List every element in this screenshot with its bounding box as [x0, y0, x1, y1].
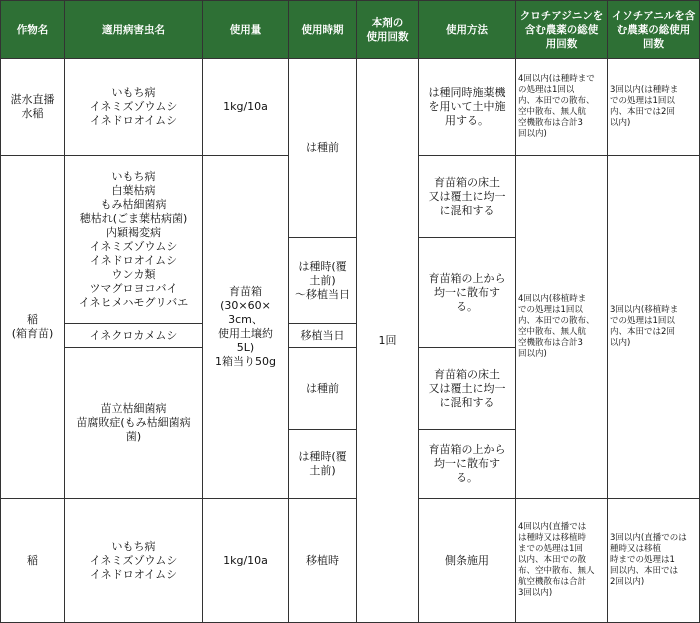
timing-cell: は種時(覆 土前): [289, 430, 357, 499]
isotianil-cell: 3回以内(移植時ま での処理は1回以 内、本田では2回 以内): [608, 156, 700, 499]
timing-cell: は種前: [289, 59, 357, 238]
count-cell: 1回: [357, 59, 419, 623]
timing-cell: 移植時: [289, 499, 357, 623]
pest-cell: いもち病 イネミズゾウムシ イネドロオイムシ: [65, 499, 203, 623]
isotianil-cell: 3回以内(は種時ま での処理は1回以 内、本田では2回 以内): [608, 59, 700, 156]
header-clothianidin: クロチアジニンを 含む農薬の総使 用回数: [516, 1, 608, 59]
clothianidin-cell: 4回以内(直播では は種時又は移植時 までの処理は1回 以内、本田での散 布、空中散布、無人 航空機散布は合計 3回以内): [516, 499, 608, 623]
crop-cell: 湛水直播 水稲: [1, 59, 65, 156]
header-isotianil: イソチアニルを含 む農薬の総使用 回数: [608, 1, 700, 59]
amount-cell: 1kg/10a: [203, 59, 289, 156]
table-row: [1, 499, 700, 623]
timing-cell: は種前: [289, 348, 357, 430]
header-row: [1, 1, 700, 59]
pest-cell: いもち病 白葉枯病 もみ枯細菌病 穂枯れ(ごま葉枯病菌) 内穎褐変病 イネミズゾウムシ イネドロオイムシ ウンカ類 ツマグロヨコバイ イネヒメハモグリバエ: [65, 156, 203, 324]
header-amount: 使用量: [203, 1, 289, 59]
table-row: [1, 59, 700, 156]
isotianil-cell: 3回以内(直播でのは 種時又は移植 時までの処理は1 回以内、本田では 2回以内): [608, 499, 700, 623]
amount-cell: 1kg/10a: [203, 499, 289, 623]
method-cell: 育苗箱の上から 均一に散布す る。: [419, 430, 516, 499]
method-cell: 育苗箱の床土 又は覆土に均一 に混和する: [419, 156, 516, 238]
header-crop: 作物名: [1, 1, 65, 59]
clothianidin-cell: 4回以内(は種時まで の処理は1回以 内、本田での散布、 空中散布、無人航 空機散布は合計3 回以内): [516, 59, 608, 156]
pest-cell: 苗立枯細菌病 苗腐敗症(もみ枯細菌病 菌): [65, 348, 203, 499]
crop-cell: 稲: [1, 499, 65, 623]
pest-cell: イネクロカメムシ: [65, 324, 203, 348]
timing-cell: 移植当日: [289, 324, 357, 348]
header-count: 本剤の 使用回数: [357, 1, 419, 59]
method-cell: 育苗箱の上から 均一に散布す る。: [419, 238, 516, 348]
method-cell: は種同時施薬機 を用いて土中施 用する。: [419, 59, 516, 156]
method-cell: 育苗箱の床土 又は覆土に均一 に混和する: [419, 348, 516, 430]
method-cell: 側条施用: [419, 499, 516, 623]
timing-cell: は種時(覆 土前) ～移植当日: [289, 238, 357, 324]
crop-cell: 稲 (箱育苗): [1, 156, 65, 499]
pest-cell: いもち病 イネミズゾウムシ イネドロオイムシ: [65, 59, 203, 156]
amount-cell: 育苗箱 (30×60× 3cm、 使用土壌約 5L) 1箱当り50g: [203, 156, 289, 499]
clothianidin-cell: 4回以内(移植時ま での処理は1回以 内、本田での散布、 空中散布、無人航 空機散布は合計3 回以内): [516, 156, 608, 499]
header-method: 使用方法: [419, 1, 516, 59]
header-timing: 使用時期: [289, 1, 357, 59]
header-pest: 適用病害虫名: [65, 1, 203, 59]
